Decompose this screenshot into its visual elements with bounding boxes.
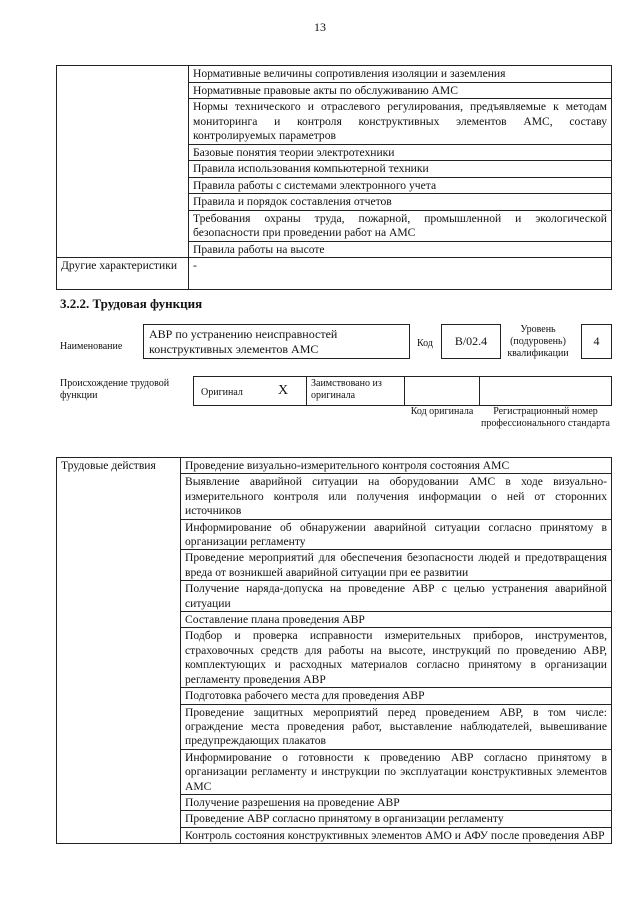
labor-action-item: Проведение защитных мероприятий перед проведением АВР, в том числе: ограждение места проведения работ, выставление наблюдателей, вывешивание предупреждающих плакатов: [181, 704, 612, 749]
knowledge-item: Правила использования компьютерной техники: [189, 161, 612, 178]
labor-action-item: Получение наряда-допуска на проведение АВР с целью устранения аварийной ситуации: [181, 581, 612, 612]
original-mark: X: [278, 383, 289, 398]
origin-label: Происхождение трудовой функции: [60, 378, 170, 401]
level-box: [581, 324, 612, 359]
original-box: [193, 376, 307, 406]
knowledge-item: Нормы технического и отраслевого регулирования, предъявляемые к методам мониторинга и контроля конструктивных элементов АМС, составу контролируемых параметров: [189, 99, 612, 145]
code-label: Код: [417, 338, 433, 349]
labor-action-item: Контроль состояния конструктивных элементов АМО и АФУ после проведения АВР: [181, 827, 612, 843]
labor-action-item: Выявление аварийной ситуации на оборудовании АМС в ходе визуально-измерительного контроля или получения информации о ней от сторонних источников: [181, 474, 612, 519]
labor-actions-label: Трудовые действия: [57, 458, 181, 844]
knowledge-item: Требования охраны труда, пожарной, промышленной и экологической безопасности при проведении работ на АМС: [189, 210, 612, 241]
table-row: [57, 458, 612, 474]
labor-actions-table: [56, 457, 612, 844]
level-label: Уровень (подуровень) квалификации: [507, 324, 569, 359]
table-row: [57, 66, 612, 83]
function-code-box: [441, 324, 501, 359]
other-characteristics-value: -: [189, 258, 612, 290]
labor-action-item: Составление плана проведения АВР: [181, 612, 612, 628]
original-code-label: Код оригинала: [410, 406, 474, 417]
knowledge-item: Базовые понятия теории электротехники: [189, 144, 612, 161]
labor-action-item: Информирование о готовности к проведению АВР согласно принятому в организации регламенту и инструкции по эксплуатации конструктивных элементов АМС: [181, 749, 612, 794]
other-characteristics-label: Другие характеристики: [57, 258, 189, 290]
borrowed-label: Заимствовано из оригинала: [311, 378, 382, 401]
labor-action-item: Информирование об обнаружении аварийной ситуации согласно принятому в организации регламенту: [181, 519, 612, 550]
original-code-box: [404, 376, 480, 406]
labor-action-item: Подготовка рабочего места для проведения АВР: [181, 688, 612, 704]
registration-number-box: [479, 376, 612, 406]
knowledge-item: Правила работы с системами электронного учета: [189, 177, 612, 194]
labor-action-item: Получение разрешения на проведение АВР: [181, 794, 612, 810]
knowledge-item: Правила и порядок составления отчетов: [189, 194, 612, 211]
registration-number-label: Регистрационный номер профессионального стандарта: [481, 406, 610, 429]
level-value: 4: [593, 334, 600, 348]
labor-action-item: Подбор и проверка исправности измерительных приборов, инструментов, страховочных средств для работы на высоте, инструкций по проведению АВР, комплектующих и расходных материалов согласно принятому в организации регламенту проведения АВР: [181, 628, 612, 688]
borrowed-box: [306, 376, 405, 406]
function-code: B/02.4: [454, 334, 488, 348]
knowledge-table: [56, 65, 612, 290]
knowledge-item: Правила работы на высоте: [189, 241, 612, 258]
page-number: 13: [314, 20, 326, 34]
knowledge-label-cell: [57, 66, 189, 258]
function-name-box: [143, 324, 410, 359]
name-label: Наименование: [60, 341, 123, 352]
table-row: [57, 258, 612, 290]
knowledge-item: Нормативные величины сопротивления изоляции и заземления: [189, 66, 612, 83]
labor-action-item: Проведение мероприятий для обеспечения безопасности людей и предотвращения вреда от возникшей аварийной ситуации при ее развитии: [181, 550, 612, 581]
labor-action-item: Проведение АВР согласно принятому в организации регламенту: [181, 811, 612, 827]
original-label: Оригинал: [201, 387, 243, 398]
function-name: АВР по устранению неисправностей конструктивных элементов АМС: [149, 327, 338, 356]
knowledge-item: Нормативные правовые акты по обслуживанию АМС: [189, 82, 612, 99]
labor-action-item: Проведение визуально-измерительного контроля состояния АМС: [181, 458, 612, 474]
section-title: 3.2.2. Трудовая функция: [60, 296, 203, 311]
